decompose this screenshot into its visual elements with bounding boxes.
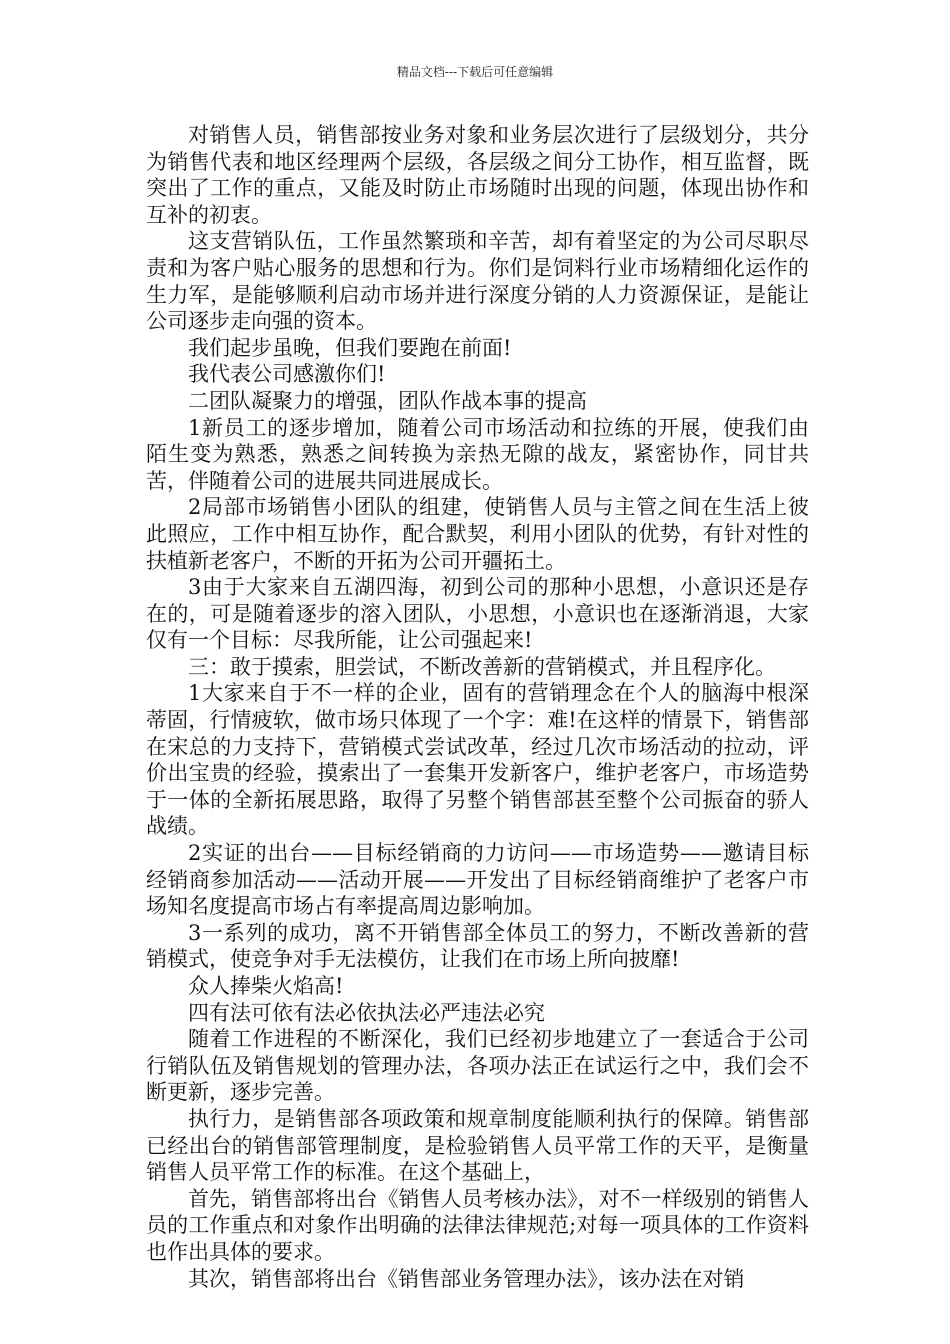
section-heading: 二团队凝聚力的增强，团队作战本事的提高 (188, 388, 587, 413)
paragraph: 3一系列的成功，离不开销售部全体员工的努力，不断改善新的营销模式，使竞争对手无法模仿，让我们在市场上所向披靡! (146, 920, 809, 972)
section-heading: 四有法可依有法必依执法必严违法必究 (188, 1000, 545, 1025)
paragraph: 1大家来自于不一样的企业，固有的营销理念在个人的脑海中根深蒂固，行情疲软，做市场只体现了一个字：难!在这样的情景下，销售部在宋总的力支持下，营销模式尝试改革，经过几次市场活动的拉动，评价出宝贵的经验，摸索出了一套集开发新客户，维护老客户，市场造势于一体的全新拓展思路，取得了另整个销售部甚至整个公司振奋的骄人战绩。 (146, 681, 809, 839)
paragraph: 执行力，是销售部各项政策和规章制度能顺利执行的保障。销售部已经出台的销售部管理制度，是检验销售人员平常工作的天平，是衡量销售人员平常工作的标准。在这个基础上， (146, 1106, 809, 1185)
paragraph: 这支营销队伍，工作虽然繁琐和辛苦，却有着坚定的为公司尽职尽责和为客户贴心服务的思想和行为。你们是饲料行业市场精细化运作的生力军，是能够顺利启动市场并进行深度分销的人力资源保证，是能让公司逐步走向强的资本。 (146, 229, 809, 334)
paragraph: 其次，销售部将出台《销售部业务管理办法》，该办法在对销 (188, 1266, 745, 1291)
paragraph: 对销售人员，销售部按业务对象和业务层次进行了层级划分，共分为销售代表和地区经理两个层级，各层级之间分工协作，相互监督，既突出了工作的重点，又能及时防止市场随时出现的问题，体现出协作和互补的初衷。 (146, 123, 809, 227)
section-heading: 三：敢于摸索，胆尝试，不断改善新的营销模式，并且程序化。 (188, 654, 776, 679)
paragraph: 众人捧柴火焰高! (188, 974, 344, 998)
paragraph: 2实证的出台——目标经销商的力访问——市场造势——邀请目标经销商参加活动——活动开展——开发出了目标经销商维护了老客户市场知名度提高市场占有率提高周边影响加。 (146, 841, 809, 919)
paragraph: 2局部市场销售小团队的组建，使销售人员与主管之间在生活上彼此照应，工作中相互协作，配合默契，利用小团队的优势，有针对性的扶植新老客户，不断的开拓为公司开疆拓土。 (146, 495, 809, 573)
paragraph: 我们起步虽晚，但我们要跑在前面! (188, 335, 512, 360)
page-header: 精品文档---下载后可任意编辑 (396, 65, 554, 79)
document-body (146, 122, 809, 1292)
paragraph: 我代表公司感激你们! (188, 362, 386, 387)
paragraph: 随着工作进程的不断深化，我们已经初步地建立了一套适合于公司行销队伍及销售规划的管理办法，各项办法正在试运行之中，我们会不断更新，逐步完善。 (146, 1027, 809, 1105)
paragraph: 首先，销售部将出台《销售人员考核办法》，对不一样级别的销售人员的工作重点和对象作出明确的法律法律规范;对每一项具体的工作资料也作出具体的要求。 (146, 1186, 809, 1264)
paragraph: 3由于大家来自五湖四海，初到公司的那种小思想，小意识还是存在的，可是随着逐步的溶入团队，小思想，小意识也在逐渐消退，大家仅有一个目标：尽我所能，让公司强起来! (146, 575, 809, 653)
paragraph: 1新员工的逐步增加，随着公司市场活动和拉练的开展，使我们由陌生变为熟悉，熟悉之间转换为亲热无隙的战友，紧密协作，同甘共苦，伴随着公司的进展共同进展成长。 (146, 415, 809, 493)
